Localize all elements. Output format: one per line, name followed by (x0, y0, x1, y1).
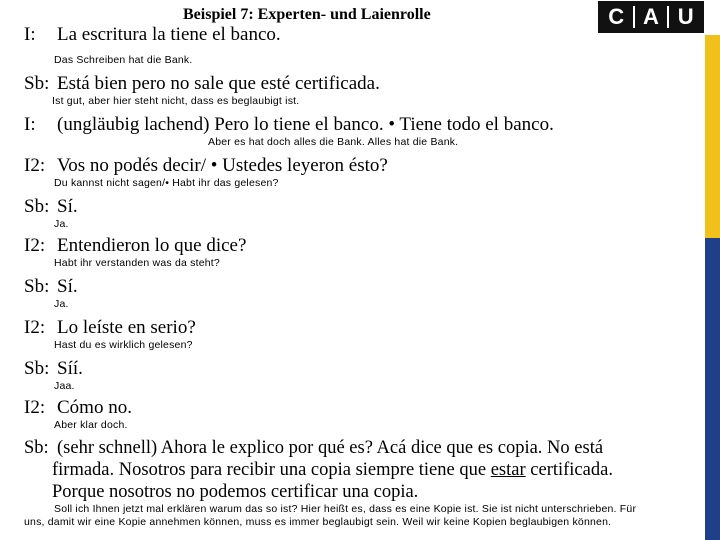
utterance: Entendieron lo que dice? (57, 235, 247, 256)
translation: Du kannst nicht sagen/• Habt ihr das gelesen? (54, 177, 279, 189)
utterance: Cómo no. (57, 397, 132, 418)
dialogue-line (24, 73, 380, 95)
translation: Aber klar doch. (54, 419, 128, 431)
utterance-line-3: Porque nosotros no podemos certificar una copia. (52, 482, 419, 502)
dialogue-line (24, 196, 78, 218)
speaker-label: I2: (24, 317, 46, 338)
utterance: La escritura la tiene el banco. (57, 24, 281, 45)
translation: Hast du es wirklich gelesen? (54, 339, 193, 351)
utterance: Lo leíste en serio? (57, 317, 196, 338)
dialogue-line (24, 235, 246, 257)
speaker-label: Sb: (24, 73, 50, 94)
speaker-label: I: (24, 114, 36, 135)
logo-letter-c: C (608, 4, 625, 29)
side-stripe-blue (705, 238, 720, 540)
dialogue-line (24, 317, 196, 339)
speaker-label: I2: (24, 155, 46, 176)
translation: Ist gut, aber hier steht nicht, dass es beglaubigt ist. (52, 95, 300, 107)
speaker-label: I: (24, 24, 36, 45)
translation: Das Schreiben hat die Bank. (54, 54, 193, 66)
utterance-part: firmada. Nosotros para recibir una copia siempre tiene que (52, 460, 491, 480)
translation: Habt ihr verstanden was da steht? (54, 257, 220, 269)
translation: Ja. (54, 218, 69, 230)
dialogue-line-long (24, 437, 674, 503)
dialogue-line (24, 276, 78, 298)
utterance: (ungläubig lachend) Pero lo tiene el banco. • Tiene todo el banco. (57, 114, 554, 135)
dialogue-line (24, 24, 281, 46)
logo-letter-u: U (677, 4, 694, 29)
translation: Jaa. (54, 380, 75, 392)
translation-line-1: Soll ich Ihnen jetzt mal erklären warum das so ist? Hier heißt es, dass es eine Kopie ist. Sie ist nicht unterschrieben. Für (54, 503, 637, 515)
speaker-label: Sb: (24, 276, 50, 297)
dialogue-line (24, 114, 554, 136)
dialogue-line (24, 397, 132, 419)
logo-letter-a: A (643, 4, 659, 29)
logo-divider (667, 6, 669, 28)
speaker-label: Sb: (24, 438, 49, 458)
side-stripe-yellow (705, 35, 720, 238)
utterance-line-2 (24, 459, 674, 481)
utterance: Sí. (57, 196, 78, 217)
slide-title: Beispiel 7: Experten- und Laienrolle (183, 6, 431, 23)
utterance: Síí. (57, 358, 83, 379)
speaker-label: Sb: (24, 196, 50, 217)
underlined-word: estar (490, 460, 526, 480)
speaker-label: I2: (24, 235, 46, 256)
translation-line-2: uns, damit wir eine Kopie annehmen können, muss es immer beglaubigt sein. Weil wir keine Kopien beglaubigen können. (24, 516, 612, 528)
utterance: Sí. (57, 276, 78, 297)
cau-logo (598, 1, 704, 33)
logo-divider (633, 6, 635, 28)
translation: Aber es hat doch alles die Bank. Alles hat die Bank. (208, 136, 459, 148)
utterance-part: certificada. (525, 460, 613, 480)
dialogue-line (24, 358, 83, 380)
speaker-label: I2: (24, 397, 46, 418)
dialogue-line (24, 155, 388, 177)
speaker-label: Sb: (24, 358, 50, 379)
utterance-line-1: (sehr schnell) Ahora le explico por qué es? Acá dice que es copia. No está (57, 438, 604, 458)
utterance: Está bien pero no sale que esté certificada. (57, 73, 380, 94)
utterance: Vos no podés decir/ • Ustedes leyeron ésto? (57, 155, 388, 176)
translation: Ja. (54, 298, 69, 310)
